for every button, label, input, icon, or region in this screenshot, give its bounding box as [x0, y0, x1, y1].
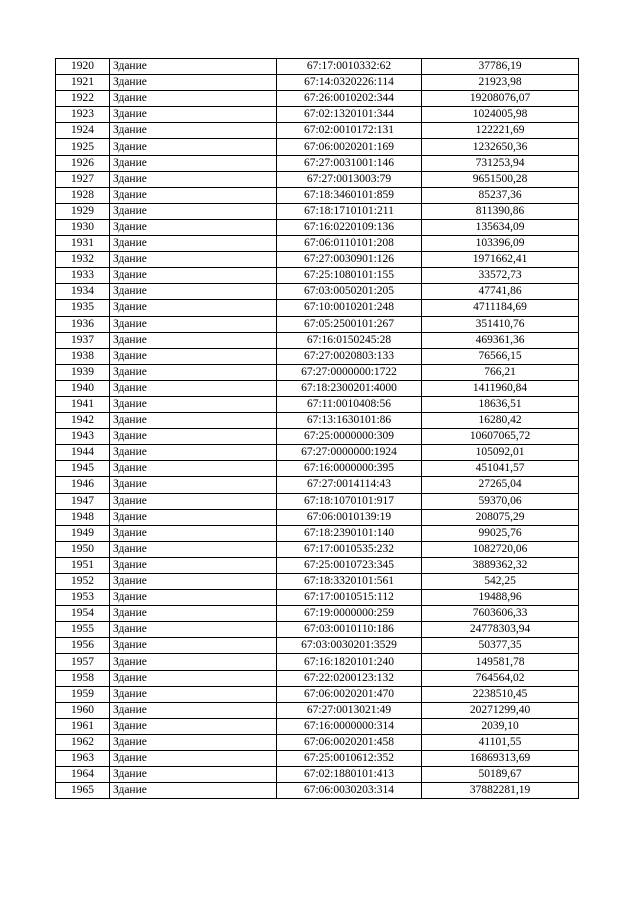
row-number-cell: 1959	[56, 686, 110, 702]
object-type-cell: Здание	[110, 380, 277, 396]
row-number-cell: 1962	[56, 734, 110, 750]
table-row	[56, 445, 579, 461]
cadastral-value-cell: 1411960,84	[422, 380, 579, 396]
cadastral-value-cell: 20271299,40	[422, 702, 579, 718]
object-type-cell: Здание	[110, 638, 277, 654]
table-row	[56, 702, 579, 718]
row-number-cell: 1920	[56, 59, 110, 75]
table-row	[56, 606, 579, 622]
cadastral-value-cell: 18636,51	[422, 396, 579, 412]
table-row	[56, 75, 579, 91]
cadastral-value-cell: 105092,01	[422, 445, 579, 461]
table-row	[56, 91, 579, 107]
cadastral-value-cell: 16280,42	[422, 413, 579, 429]
object-type-cell: Здание	[110, 590, 277, 606]
object-type-cell: Здание	[110, 187, 277, 203]
cadastral-value-cell: 19208076,07	[422, 91, 579, 107]
cadastral-value-cell: 19488,96	[422, 590, 579, 606]
object-type-cell: Здание	[110, 364, 277, 380]
cadastral-number-cell: 67:10:0010201:248	[277, 300, 422, 316]
object-type-cell: Здание	[110, 493, 277, 509]
cadastral-value-cell: 99025,76	[422, 525, 579, 541]
row-number-cell: 1949	[56, 525, 110, 541]
cadastral-number-cell: 67:27:0013021:49	[277, 702, 422, 718]
table-row	[56, 268, 579, 284]
cadastral-number-cell: 67:06:0010139:19	[277, 509, 422, 525]
table-row	[56, 107, 579, 123]
object-type-cell: Здание	[110, 606, 277, 622]
registry-table	[55, 58, 579, 799]
registry-table-body	[56, 59, 579, 799]
row-number-cell: 1933	[56, 268, 110, 284]
cadastral-number-cell: 67:25:0010723:345	[277, 557, 422, 573]
table-row	[56, 203, 579, 219]
table-row	[56, 541, 579, 557]
object-type-cell: Здание	[110, 139, 277, 155]
cadastral-value-cell: 351410,76	[422, 316, 579, 332]
row-number-cell: 1953	[56, 590, 110, 606]
cadastral-number-cell: 67:06:0110101:208	[277, 236, 422, 252]
cadastral-number-cell: 67:22:0200123:132	[277, 670, 422, 686]
object-type-cell: Здание	[110, 219, 277, 235]
table-row	[56, 654, 579, 670]
cadastral-number-cell: 67:06:0030203:314	[277, 783, 422, 799]
table-row	[56, 574, 579, 590]
cadastral-number-cell: 67:16:0000000:314	[277, 718, 422, 734]
cadastral-number-cell: 67:27:0000000:1722	[277, 364, 422, 380]
object-type-cell: Здание	[110, 734, 277, 750]
cadastral-number-cell: 67:17:0010515:112	[277, 590, 422, 606]
cadastral-value-cell: 4711184,69	[422, 300, 579, 316]
row-number-cell: 1952	[56, 574, 110, 590]
object-type-cell: Здание	[110, 171, 277, 187]
object-type-cell: Здание	[110, 75, 277, 91]
object-type-cell: Здание	[110, 236, 277, 252]
cadastral-value-cell: 85237,36	[422, 187, 579, 203]
object-type-cell: Здание	[110, 654, 277, 670]
cadastral-value-cell: 37882281,19	[422, 783, 579, 799]
cadastral-number-cell: 67:18:3320101:561	[277, 574, 422, 590]
cadastral-number-cell: 67:27:0013003:79	[277, 171, 422, 187]
cadastral-number-cell: 67:02:0010172:131	[277, 123, 422, 139]
table-row	[56, 219, 579, 235]
cadastral-number-cell: 67:16:1820101:240	[277, 654, 422, 670]
row-number-cell: 1938	[56, 348, 110, 364]
row-number-cell: 1943	[56, 429, 110, 445]
cadastral-value-cell: 50377,35	[422, 638, 579, 654]
table-row	[56, 348, 579, 364]
row-number-cell: 1954	[56, 606, 110, 622]
cadastral-number-cell: 67:16:0000000:395	[277, 461, 422, 477]
row-number-cell: 1961	[56, 718, 110, 734]
cadastral-number-cell: 67:27:0014114:43	[277, 477, 422, 493]
cadastral-value-cell: 1082720,06	[422, 541, 579, 557]
cadastral-number-cell: 67:25:0000000:309	[277, 429, 422, 445]
cadastral-value-cell: 16869313,69	[422, 751, 579, 767]
table-row	[56, 380, 579, 396]
object-type-cell: Здание	[110, 268, 277, 284]
table-row	[56, 332, 579, 348]
row-number-cell: 1937	[56, 332, 110, 348]
cadastral-number-cell: 67:03:0010110:186	[277, 622, 422, 638]
object-type-cell: Здание	[110, 751, 277, 767]
cadastral-number-cell: 67:06:0020201:458	[277, 734, 422, 750]
cadastral-value-cell: 764564,02	[422, 670, 579, 686]
table-row	[56, 493, 579, 509]
row-number-cell: 1931	[56, 236, 110, 252]
cadastral-number-cell: 67:17:0010332:62	[277, 59, 422, 75]
cadastral-value-cell: 3889362,32	[422, 557, 579, 573]
row-number-cell: 1923	[56, 107, 110, 123]
cadastral-number-cell: 67:18:3460101:859	[277, 187, 422, 203]
row-number-cell: 1929	[56, 203, 110, 219]
cadastral-value-cell: 7603606,33	[422, 606, 579, 622]
object-type-cell: Здание	[110, 332, 277, 348]
row-number-cell: 1948	[56, 509, 110, 525]
table-row	[56, 751, 579, 767]
row-number-cell: 1947	[56, 493, 110, 509]
object-type-cell: Здание	[110, 59, 277, 75]
row-number-cell: 1928	[56, 187, 110, 203]
cadastral-value-cell: 451041,57	[422, 461, 579, 477]
row-number-cell: 1939	[56, 364, 110, 380]
row-number-cell: 1944	[56, 445, 110, 461]
object-type-cell: Здание	[110, 445, 277, 461]
cadastral-number-cell: 67:03:0050201:205	[277, 284, 422, 300]
row-number-cell: 1921	[56, 75, 110, 91]
cadastral-number-cell: 67:18:2390101:140	[277, 525, 422, 541]
cadastral-number-cell: 67:05:2500101:267	[277, 316, 422, 332]
cadastral-value-cell: 27265,04	[422, 477, 579, 493]
object-type-cell: Здание	[110, 252, 277, 268]
row-number-cell: 1924	[56, 123, 110, 139]
row-number-cell: 1936	[56, 316, 110, 332]
row-number-cell: 1958	[56, 670, 110, 686]
object-type-cell: Здание	[110, 686, 277, 702]
cadastral-value-cell: 2039,10	[422, 718, 579, 734]
row-number-cell: 1934	[56, 284, 110, 300]
object-type-cell: Здание	[110, 300, 277, 316]
cadastral-number-cell: 67:06:0020201:470	[277, 686, 422, 702]
table-row	[56, 316, 579, 332]
row-number-cell: 1957	[56, 654, 110, 670]
row-number-cell: 1946	[56, 477, 110, 493]
cadastral-number-cell: 67:18:1710101:211	[277, 203, 422, 219]
cadastral-value-cell: 33572,73	[422, 268, 579, 284]
cadastral-value-cell: 47741,86	[422, 284, 579, 300]
table-row	[56, 718, 579, 734]
cadastral-value-cell: 122221,69	[422, 123, 579, 139]
row-number-cell: 1964	[56, 767, 110, 783]
object-type-cell: Здание	[110, 670, 277, 686]
object-type-cell: Здание	[110, 525, 277, 541]
object-type-cell: Здание	[110, 783, 277, 799]
table-row	[56, 767, 579, 783]
table-row	[56, 252, 579, 268]
table-row	[56, 364, 579, 380]
row-number-cell: 1965	[56, 783, 110, 799]
cadastral-value-cell: 41101,55	[422, 734, 579, 750]
cadastral-number-cell: 67:17:0010535:232	[277, 541, 422, 557]
cadastral-number-cell: 67:27:0030901:126	[277, 252, 422, 268]
table-row	[56, 557, 579, 573]
table-row	[56, 590, 579, 606]
cadastral-number-cell: 67:27:0020803:133	[277, 348, 422, 364]
cadastral-number-cell: 67:26:0010202:344	[277, 91, 422, 107]
object-type-cell: Здание	[110, 348, 277, 364]
cadastral-number-cell: 67:25:1080101:155	[277, 268, 422, 284]
cadastral-value-cell: 76566,15	[422, 348, 579, 364]
object-type-cell: Здание	[110, 557, 277, 573]
object-type-cell: Здание	[110, 155, 277, 171]
cadastral-value-cell: 135634,09	[422, 219, 579, 235]
table-row	[56, 670, 579, 686]
cadastral-value-cell: 811390,86	[422, 203, 579, 219]
table-row	[56, 396, 579, 412]
row-number-cell: 1941	[56, 396, 110, 412]
row-number-cell: 1950	[56, 541, 110, 557]
cadastral-value-cell: 24778303,94	[422, 622, 579, 638]
row-number-cell: 1945	[56, 461, 110, 477]
object-type-cell: Здание	[110, 107, 277, 123]
cadastral-value-cell: 208075,29	[422, 509, 579, 525]
table-row	[56, 413, 579, 429]
object-type-cell: Здание	[110, 396, 277, 412]
cadastral-number-cell: 67:11:0010408:56	[277, 396, 422, 412]
cadastral-value-cell: 37786,19	[422, 59, 579, 75]
object-type-cell: Здание	[110, 574, 277, 590]
cadastral-number-cell: 67:25:0010612:352	[277, 751, 422, 767]
table-row	[56, 783, 579, 799]
cadastral-value-cell: 766,21	[422, 364, 579, 380]
table-row	[56, 686, 579, 702]
row-number-cell: 1955	[56, 622, 110, 638]
row-number-cell: 1940	[56, 380, 110, 396]
cadastral-value-cell: 103396,09	[422, 236, 579, 252]
cadastral-value-cell: 1024005,98	[422, 107, 579, 123]
table-row	[56, 734, 579, 750]
row-number-cell: 1935	[56, 300, 110, 316]
row-number-cell: 1932	[56, 252, 110, 268]
object-type-cell: Здание	[110, 541, 277, 557]
cadastral-value-cell: 1971662,41	[422, 252, 579, 268]
cadastral-number-cell: 67:19:0000000:259	[277, 606, 422, 622]
row-number-cell: 1925	[56, 139, 110, 155]
object-type-cell: Здание	[110, 123, 277, 139]
object-type-cell: Здание	[110, 702, 277, 718]
object-type-cell: Здание	[110, 203, 277, 219]
table-row	[56, 139, 579, 155]
object-type-cell: Здание	[110, 316, 277, 332]
object-type-cell: Здание	[110, 767, 277, 783]
object-type-cell: Здание	[110, 718, 277, 734]
cadastral-value-cell: 59370,06	[422, 493, 579, 509]
row-number-cell: 1956	[56, 638, 110, 654]
row-number-cell: 1927	[56, 171, 110, 187]
cadastral-number-cell: 67:02:1320101:344	[277, 107, 422, 123]
table-row	[56, 59, 579, 75]
table-row	[56, 284, 579, 300]
table-row	[56, 123, 579, 139]
cadastral-number-cell: 67:13:1630101:86	[277, 413, 422, 429]
cadastral-number-cell: 67:14:0320226:114	[277, 75, 422, 91]
table-row	[56, 477, 579, 493]
object-type-cell: Здание	[110, 477, 277, 493]
table-row	[56, 236, 579, 252]
table-row	[56, 509, 579, 525]
row-number-cell: 1930	[56, 219, 110, 235]
row-number-cell: 1963	[56, 751, 110, 767]
cadastral-number-cell: 67:27:0000000:1924	[277, 445, 422, 461]
object-type-cell: Здание	[110, 429, 277, 445]
row-number-cell: 1951	[56, 557, 110, 573]
table-row	[56, 638, 579, 654]
cadastral-number-cell: 67:16:0220109:136	[277, 219, 422, 235]
table-row	[56, 300, 579, 316]
cadastral-value-cell: 149581,78	[422, 654, 579, 670]
table-row	[56, 155, 579, 171]
cadastral-value-cell: 542,25	[422, 574, 579, 590]
row-number-cell: 1960	[56, 702, 110, 718]
object-type-cell: Здание	[110, 284, 277, 300]
cadastral-value-cell: 10607065,72	[422, 429, 579, 445]
cadastral-number-cell: 67:18:2300201:4000	[277, 380, 422, 396]
table-row	[56, 171, 579, 187]
cadastral-number-cell: 67:06:0020201:169	[277, 139, 422, 155]
cadastral-value-cell: 469361,36	[422, 332, 579, 348]
cadastral-value-cell: 1232650,36	[422, 139, 579, 155]
row-number-cell: 1926	[56, 155, 110, 171]
cadastral-number-cell: 67:16:0150245:28	[277, 332, 422, 348]
object-type-cell: Здание	[110, 413, 277, 429]
object-type-cell: Здание	[110, 622, 277, 638]
cadastral-value-cell: 9651500,28	[422, 171, 579, 187]
cadastral-value-cell: 21923,98	[422, 75, 579, 91]
cadastral-value-cell: 50189,67	[422, 767, 579, 783]
cadastral-number-cell: 67:02:1880101:413	[277, 767, 422, 783]
row-number-cell: 1922	[56, 91, 110, 107]
cadastral-number-cell: 67:03:0030201:3529	[277, 638, 422, 654]
cadastral-value-cell: 2238510,45	[422, 686, 579, 702]
cadastral-number-cell: 67:27:0031001:146	[277, 155, 422, 171]
object-type-cell: Здание	[110, 509, 277, 525]
row-number-cell: 1942	[56, 413, 110, 429]
table-row	[56, 187, 579, 203]
object-type-cell: Здание	[110, 91, 277, 107]
table-row	[56, 525, 579, 541]
table-row	[56, 622, 579, 638]
cadastral-number-cell: 67:18:1070101:917	[277, 493, 422, 509]
object-type-cell: Здание	[110, 461, 277, 477]
cadastral-value-cell: 731253,94	[422, 155, 579, 171]
table-row	[56, 461, 579, 477]
table-row	[56, 429, 579, 445]
